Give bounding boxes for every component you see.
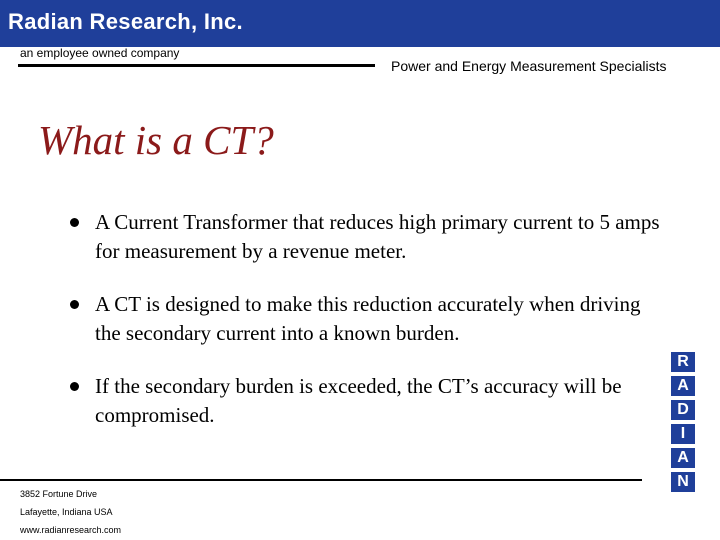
slide-title: What is a CT? [38, 117, 274, 163]
website-link[interactable]: www.radianresearch.com [20, 525, 122, 535]
header-bar [0, 0, 720, 47]
radian-logo [671, 352, 695, 496]
bullet-list [70, 208, 670, 454]
company-name: Radian Research, Inc. [8, 9, 243, 34]
bullet-text: A CT is designed to make this reduction accurately when driving the secondary current into a known burden. [95, 292, 641, 345]
bullet-dot-icon [70, 218, 79, 227]
logo-letter: D [671, 400, 695, 420]
bullet-item [70, 208, 670, 266]
logo-letter: I [671, 424, 695, 444]
address-city: Lafayette, Indiana USA [20, 507, 113, 517]
logo-letter: N [671, 472, 695, 492]
tagline-divider [18, 64, 375, 67]
logo-letter: R [671, 352, 695, 372]
address-street: 3852 Fortune Drive [20, 489, 98, 499]
bullet-text: A Current Transformer that reduces high primary current to 5 amps for measurement by a revenue meter. [95, 210, 660, 263]
bullet-dot-icon [70, 382, 79, 391]
bullet-text: If the secondary burden is exceeded, the CT’s accuracy will be compromised. [95, 374, 622, 427]
bullet-dot-icon [70, 300, 79, 309]
logo-letter: A [671, 448, 695, 468]
bullet-item [70, 290, 670, 348]
footer-divider [0, 479, 642, 481]
specialists-subtitle: Power and Energy Measurement Specialists [391, 58, 667, 74]
bullet-item [70, 372, 670, 430]
tagline: an employee owned company [20, 46, 180, 60]
logo-letter: A [671, 376, 695, 396]
